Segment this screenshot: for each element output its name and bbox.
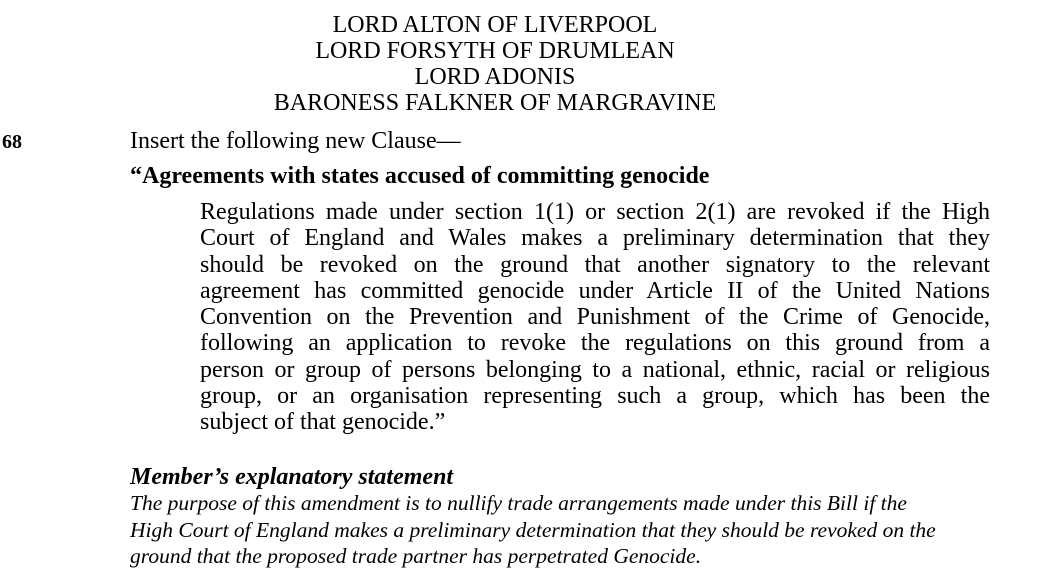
clause-body-line: Court of England and Wales makes a preliminary determination that they [200, 225, 990, 252]
explanatory-statement-line: ground that the proposed trade partner has perpetrated Genocide. [130, 544, 702, 568]
clause-body [200, 199, 990, 436]
clause-body-line: Regulations made under section 1(1) or section 2(1) are revoked if the High [200, 199, 990, 225]
clause-body-line: person or group of persons belonging to a national, ethnic, racial or religious [200, 356, 990, 383]
clause-body-line: should be revoked on the ground that another signatory to the relevant [200, 251, 990, 278]
sponsor-name: BARONESS FALKNER OF MARGRAVINE [273, 90, 717, 116]
amendment-number: 68 [2, 131, 22, 153]
explanatory-statement-line: The purpose of this amendment is to nullify trade arrangements made under this Bill if the [130, 491, 907, 515]
clause-body-line: following an application to revoke the regulations on this ground from a [200, 330, 990, 357]
clause-body-line: subject of that genocide.” [200, 409, 446, 436]
amendment-instruction: Insert the following new Clause— [130, 128, 461, 154]
sponsor-list [240, 12, 750, 116]
clause-body-line: agreement has committed genocide under Article II of the United Nations [200, 277, 990, 304]
sponsor-name: LORD ALTON OF LIVERPOOL [332, 12, 658, 38]
explanatory-statement-line: High Court of England makes a preliminary determination that they should be revoked on the [130, 517, 936, 542]
sponsor-name: LORD FORSYTH OF DRUMLEAN [315, 38, 675, 64]
sponsor-name: LORD ADONIS [414, 64, 576, 90]
explanatory-statement-heading: Member’s explanatory statement [130, 464, 454, 490]
clause-body-line: Convention on the Prevention and Punishment of the Crime of Genocide, [200, 304, 990, 331]
clause-body-line: group, or an organisation representing such a group, which has been the [200, 383, 990, 410]
explanatory-statement-body [130, 490, 990, 570]
clause-heading: “Agreements with states accused of committing genocide [130, 163, 710, 189]
